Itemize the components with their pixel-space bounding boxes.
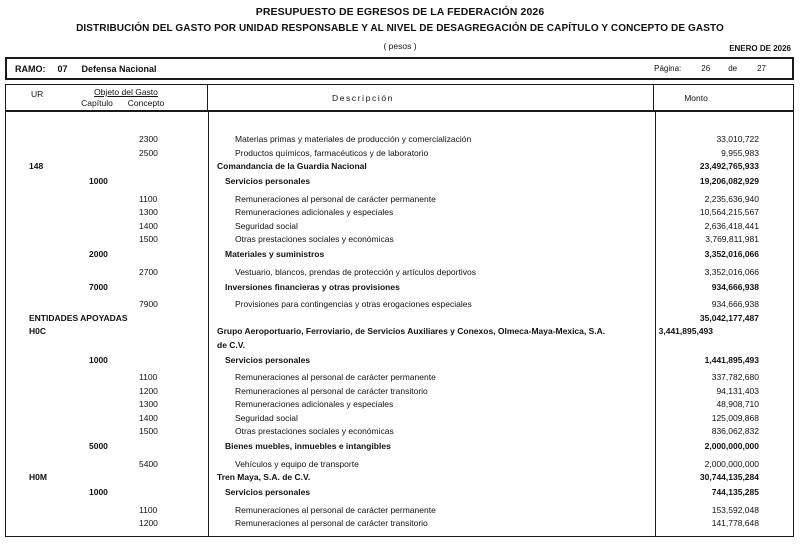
table-row bbox=[6, 504, 793, 518]
table-header bbox=[6, 85, 793, 112]
monto-cell: 2,235,636,940 bbox=[704, 193, 759, 204]
page-title: PRESUPUESTO DE EGRESOS DE LA FEDERACIÓN 2026 bbox=[255, 6, 545, 18]
monto-cell: 10,564,215,567 bbox=[699, 207, 759, 217]
column-header-ur: UR bbox=[31, 89, 44, 99]
table-row bbox=[6, 193, 793, 207]
codes-cell bbox=[6, 147, 208, 161]
codes-cell bbox=[6, 312, 208, 326]
description-cell: Remuneraciones al personal de carácter permanente bbox=[235, 193, 436, 204]
codes-cell bbox=[6, 281, 208, 295]
page-total: 27 bbox=[757, 64, 766, 73]
monto-cell: 30,744,135,284 bbox=[699, 472, 759, 482]
description-cell: Servicios personales bbox=[225, 354, 311, 365]
concepto-code: 2300 bbox=[139, 134, 158, 144]
ramo-bar bbox=[5, 57, 794, 80]
concepto-code: 2700 bbox=[139, 266, 158, 277]
concepto-code: 1400 bbox=[139, 220, 158, 231]
monto-cell: 2,000,000,000 bbox=[704, 458, 759, 469]
description-cell: Provisiones para contingencias y otras erogaciones especiales bbox=[235, 299, 472, 309]
header-cell-monto bbox=[654, 85, 793, 110]
table-row bbox=[6, 425, 793, 439]
monto-cell: 934,666,938 bbox=[711, 281, 759, 292]
monto-cell: 3,352,016,066 bbox=[704, 266, 759, 277]
concepto-code: 1200 bbox=[139, 385, 158, 396]
description-cell: Servicios personales bbox=[225, 176, 311, 186]
description-cell: Remuneraciones adicionales y especiales bbox=[235, 399, 394, 409]
codes-cell bbox=[6, 412, 208, 426]
concepto-code: 2500 bbox=[139, 147, 158, 158]
ramo-label: RAMO: bbox=[15, 63, 46, 74]
codes-cell bbox=[6, 471, 208, 485]
table-row bbox=[6, 385, 793, 399]
table-row bbox=[6, 281, 793, 295]
capitulo-code: 7000 bbox=[89, 281, 108, 292]
monto-cell: 23,492,765,933 bbox=[699, 161, 759, 171]
description-cell: Remuneraciones al personal de carácter transitorio bbox=[235, 518, 428, 528]
description-cell: Otras prestaciones sociales y económicas bbox=[235, 234, 394, 244]
codes-cell bbox=[6, 206, 208, 220]
codes-cell bbox=[6, 220, 208, 234]
column-header-concepto: Concepto bbox=[127, 98, 165, 108]
budget-table bbox=[5, 84, 794, 537]
concepto-code: 1300 bbox=[139, 207, 158, 217]
ur-code: H0M bbox=[29, 472, 47, 482]
page-subtitle: DISTRIBUCIÓN DEL GASTO POR UNIDAD RESPONSABLE Y AL NIVEL DE DESAGREGACIÓN DE CAPÍTULO Y CONCEPTO DE GASTO bbox=[76, 23, 724, 34]
ramo-info bbox=[7, 64, 157, 74]
description-cell: Remuneraciones al personal de carácter transitorio bbox=[235, 385, 428, 396]
table-row bbox=[6, 206, 793, 220]
header-cell-descripcion bbox=[208, 85, 654, 110]
codes-cell bbox=[6, 160, 208, 174]
codes-cell bbox=[6, 486, 208, 500]
page-label: Página: bbox=[654, 64, 682, 73]
ur-code: 148 bbox=[29, 161, 44, 171]
ur-code: H0C bbox=[29, 326, 47, 336]
column-header-objeto: Objeto del Gasto bbox=[94, 87, 158, 97]
concepto-code: 1400 bbox=[139, 412, 158, 423]
monto-cell: 48,908,710 bbox=[716, 399, 759, 409]
table-row bbox=[6, 147, 793, 161]
description-cell: Remuneraciones al personal de carácter permanente bbox=[235, 504, 436, 515]
concepto-code: 5400 bbox=[139, 458, 158, 469]
table-row bbox=[6, 354, 793, 368]
concepto-code: 1100 bbox=[139, 372, 158, 382]
description-cell: Productos químicos, farmacéuticos y de laboratorio bbox=[235, 147, 429, 158]
monto-cell: 33,010,722 bbox=[716, 134, 759, 144]
monto-cell: 2,000,000,000 bbox=[704, 441, 759, 451]
codes-cell bbox=[6, 248, 208, 262]
concepto-code: 1500 bbox=[139, 234, 158, 244]
table-row bbox=[6, 298, 793, 312]
concepto-code: 1100 bbox=[139, 504, 158, 515]
codes-cell bbox=[6, 398, 208, 412]
codes-cell bbox=[6, 517, 208, 531]
description-cell: Remuneraciones al personal de carácter permanente bbox=[235, 372, 436, 382]
codes-cell bbox=[6, 440, 208, 454]
page-current: 26 bbox=[701, 64, 711, 73]
monto-cell: 9,955,983 bbox=[721, 147, 759, 158]
table-row bbox=[6, 440, 793, 454]
monto-cell: 3,352,016,066 bbox=[704, 249, 759, 259]
header-cell-objeto-gasto bbox=[6, 85, 208, 110]
table-row bbox=[6, 412, 793, 426]
codes-cell bbox=[6, 371, 208, 385]
table-row bbox=[6, 233, 793, 247]
monto-cell: 2,636,418,441 bbox=[704, 220, 759, 231]
monto-cell: 153,592,048 bbox=[711, 504, 759, 515]
table-row bbox=[6, 471, 793, 485]
table-row bbox=[6, 220, 793, 234]
codes-cell bbox=[6, 504, 208, 518]
codes-cell bbox=[6, 458, 208, 472]
table-row bbox=[6, 266, 793, 280]
concepto-code: 1200 bbox=[139, 518, 158, 528]
codes-cell bbox=[6, 425, 208, 439]
table-row bbox=[6, 398, 793, 412]
monto-cell: 3,441,895,493 bbox=[658, 326, 713, 336]
monto-cell: 94,131,403 bbox=[716, 385, 759, 396]
table-row bbox=[6, 312, 793, 326]
description-cell: Servicios personales bbox=[225, 487, 311, 497]
column-header-monto: Monto bbox=[684, 93, 708, 103]
description-cell: Tren Maya, S.A. de C.V. bbox=[217, 472, 311, 482]
description-cell: Materias primas y materiales de producción y comercialización bbox=[235, 134, 472, 144]
description-cell: Remuneraciones adicionales y especiales bbox=[235, 207, 394, 217]
column-header-descripcion: Descripción bbox=[331, 93, 394, 103]
codes-cell bbox=[6, 325, 208, 339]
table-row bbox=[6, 160, 793, 174]
monto-cell: 934,666,938 bbox=[711, 299, 759, 309]
table-row bbox=[6, 486, 793, 500]
table-row bbox=[6, 133, 793, 147]
pagination bbox=[654, 64, 792, 73]
concepto-code: 1300 bbox=[139, 399, 158, 409]
table-row bbox=[6, 325, 793, 352]
codes-cell bbox=[6, 298, 208, 312]
description-cell: Vehículos y equipo de transporte bbox=[235, 458, 359, 469]
description-cell: Seguridad social bbox=[235, 220, 298, 231]
table-row bbox=[6, 175, 793, 189]
monto-cell: 744,135,285 bbox=[711, 487, 759, 497]
codes-cell bbox=[6, 193, 208, 207]
monto-cell: 1,441,895,493 bbox=[704, 354, 759, 365]
monto-cell: 125,009,868 bbox=[711, 412, 759, 423]
column-header-capitulo: Capítulo bbox=[81, 98, 113, 108]
description-cell: Grupo Aeroportuario, Ferroviario, de Servicios Auxiliares y Conexos, Olmeca-Maya-Mexica, S.A. de C.V. bbox=[217, 326, 606, 350]
capitulo-code: 5000 bbox=[89, 441, 108, 451]
description-cell: Seguridad social bbox=[235, 412, 298, 423]
table-row bbox=[6, 248, 793, 262]
monto-cell: 35,042,177,487 bbox=[699, 312, 759, 323]
ur-code: ENTIDADES APOYADAS bbox=[29, 312, 128, 323]
concepto-code: 1100 bbox=[139, 193, 158, 204]
codes-cell bbox=[6, 233, 208, 247]
table-row bbox=[6, 458, 793, 472]
page-of-label: de bbox=[728, 64, 738, 73]
codes-cell bbox=[6, 266, 208, 280]
concepto-code: 1500 bbox=[139, 426, 158, 436]
capitulo-code: 1000 bbox=[89, 354, 108, 365]
capitulo-code: 1000 bbox=[89, 176, 108, 186]
monto-cell: 19,206,082,929 bbox=[699, 176, 759, 186]
monto-cell: 337,782,680 bbox=[711, 372, 759, 382]
codes-cell bbox=[6, 175, 208, 189]
codes-cell bbox=[6, 354, 208, 368]
monto-cell: 141,778,648 bbox=[711, 518, 759, 528]
monto-cell: 836,062,832 bbox=[711, 426, 759, 436]
monto-cell: 3,769,811,981 bbox=[705, 234, 759, 244]
description-cell: Otras prestaciones sociales y económicas bbox=[235, 426, 394, 436]
report-date: ENERO DE 2026 bbox=[729, 44, 791, 53]
codes-cell bbox=[6, 385, 208, 399]
ramo-name: Defensa Nacional bbox=[81, 63, 157, 74]
description-cell: Bienes muebles, inmuebles e intangibles bbox=[225, 441, 391, 451]
description-cell: Comandancia de la Guardia Nacional bbox=[217, 161, 367, 171]
codes-cell bbox=[6, 133, 208, 147]
table-row bbox=[6, 371, 793, 385]
unit-note: ( pesos ) bbox=[383, 41, 417, 51]
description-cell: Materiales y suministros bbox=[225, 249, 325, 259]
description-cell: Vestuario, blancos, prendas de protección y artículos deportivos bbox=[235, 266, 476, 277]
table-row bbox=[6, 517, 793, 531]
concepto-code: 7900 bbox=[139, 299, 158, 309]
table-body bbox=[6, 112, 793, 536]
description-cell: Inversiones financieras y otras provisiones bbox=[225, 281, 400, 292]
capitulo-code: 1000 bbox=[89, 487, 108, 497]
capitulo-code: 2000 bbox=[89, 249, 108, 259]
ramo-number: 07 bbox=[57, 63, 68, 74]
